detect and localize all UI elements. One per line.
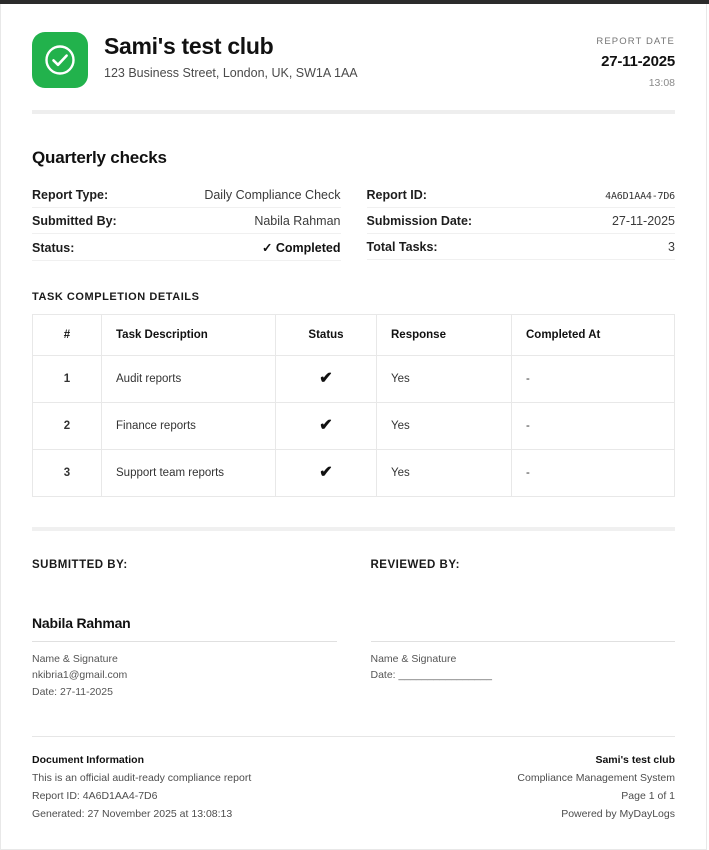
cell-description: Support team reports: [102, 450, 276, 497]
cell-response: Yes: [377, 356, 512, 403]
reviewed-by-signature-line[interactable]: [371, 641, 676, 642]
footer-right: [517, 751, 675, 823]
summary-column-left: [32, 182, 341, 261]
cell-status: [276, 356, 377, 403]
summary-value: 27-11-2025: [611, 213, 675, 228]
footer-powered-by: Powered by MyDayLogs: [561, 807, 675, 820]
summary-grid: [32, 182, 675, 261]
submitted-by-heading: SUBMITTED BY:: [32, 559, 128, 571]
cell-status: [276, 450, 377, 497]
summary-row-total-tasks: [367, 234, 676, 260]
submitted-by-caption: Name & Signature: [32, 653, 118, 665]
cell-status: [276, 403, 377, 450]
summary-value: Nabila Rahman: [254, 213, 341, 228]
cell-response: Yes: [377, 403, 512, 450]
summary-value: 4A6D1AA4-7D6: [605, 190, 675, 202]
reviewed-by-block: [371, 559, 676, 700]
cell-completed-at: -: [512, 356, 675, 403]
page-title: Quarterly checks: [32, 148, 167, 167]
club-address: 123 Business Street, London, UK, SW1A 1AA: [104, 66, 358, 81]
submitted-by-signature-line: [32, 641, 337, 642]
column-header-number: #: [33, 315, 102, 356]
summary-row-submitted-by: [32, 208, 341, 234]
check-icon: ✔: [319, 417, 333, 434]
summary-column-right: [367, 182, 676, 261]
table-row: [33, 450, 675, 497]
footer-left-report-id: Report ID: 4A6D1AA4-7D6: [32, 789, 158, 802]
reviewed-by-caption: Name & Signature: [370, 653, 457, 665]
task-completion-table: [32, 314, 675, 497]
report-date-label: REPORT DATE: [596, 36, 675, 47]
reviewed-by-name: [371, 615, 676, 637]
check-icon: ✔: [319, 370, 333, 387]
column-header-description: Task Description: [102, 315, 276, 356]
table-row: [33, 403, 675, 450]
footer-left: [32, 751, 251, 823]
submitted-by-block: [32, 559, 337, 700]
summary-label: Status:: [32, 240, 75, 255]
brand-text: [104, 30, 358, 82]
cell-number: 1: [33, 356, 102, 403]
check-icon: ✔: [319, 464, 333, 481]
cell-number: 2: [33, 403, 102, 450]
reviewed-by-date[interactable]: Date: ________________: [370, 669, 492, 682]
report-page: [0, 4, 707, 850]
summary-row-report-type: [32, 182, 341, 208]
submitted-by-date: Date: 27-11-2025: [32, 685, 113, 698]
footer-left-line-1: This is an official audit-ready compliance report: [32, 771, 252, 784]
summary-label: Submission Date:: [366, 213, 473, 228]
report-summary: [32, 148, 675, 261]
column-header-response: Response: [377, 315, 512, 356]
circle-check-icon: [32, 32, 88, 88]
cell-description: Audit reports: [102, 356, 276, 403]
table-row: [33, 356, 675, 403]
cell-description: Finance reports: [102, 403, 276, 450]
footer-right-system: Compliance Management System: [517, 771, 675, 784]
footer-page-number: Page 1 of 1: [621, 789, 675, 802]
club-name: Sami's test club: [104, 33, 274, 59]
signature-section-divider: [32, 527, 675, 531]
footer-divider: [32, 736, 675, 737]
column-header-completed-at: Completed At: [512, 315, 675, 356]
reviewed-by-heading: REVIEWED BY:: [370, 559, 460, 571]
report-date-value: 27-11-2025: [601, 53, 675, 70]
signature-section: [32, 559, 675, 700]
submitted-by-email: nkibria1@gmail.com: [32, 669, 128, 682]
report-time: 13:08: [648, 77, 675, 89]
cell-response: Yes: [377, 450, 512, 497]
footer-left-title: Document Information: [32, 753, 144, 766]
summary-row-submission-date: [367, 208, 676, 234]
submitted-by-name: Nabila Rahman: [32, 615, 131, 631]
header-divider: [32, 110, 675, 114]
footer-right-title: Sami's test club: [595, 753, 675, 766]
summary-label: Submitted By:: [32, 213, 117, 228]
summary-row-report-id: [367, 182, 676, 208]
summary-row-status: [32, 234, 341, 261]
summary-value: Daily Compliance Check: [204, 187, 341, 202]
summary-label: Total Tasks:: [366, 239, 438, 254]
footer-left-generated: Generated: 27 November 2025 at 13:08:13: [32, 807, 233, 820]
cell-completed-at: -: [512, 403, 675, 450]
status-badge: ✓ Completed: [261, 240, 341, 255]
task-section-label: TASK COMPLETION DETAILS: [32, 291, 200, 303]
report-date-block: [596, 30, 675, 89]
summary-label: Report ID:: [366, 187, 427, 202]
report-footer: [32, 751, 675, 823]
cell-number: 3: [33, 450, 102, 497]
brand-block: [32, 30, 358, 88]
summary-label: Report Type:: [32, 187, 109, 202]
cell-completed-at: -: [512, 450, 675, 497]
table-header-row: [33, 315, 675, 356]
summary-value: 3: [668, 239, 675, 254]
column-header-status: Status: [276, 315, 377, 356]
report-header: [32, 4, 675, 89]
